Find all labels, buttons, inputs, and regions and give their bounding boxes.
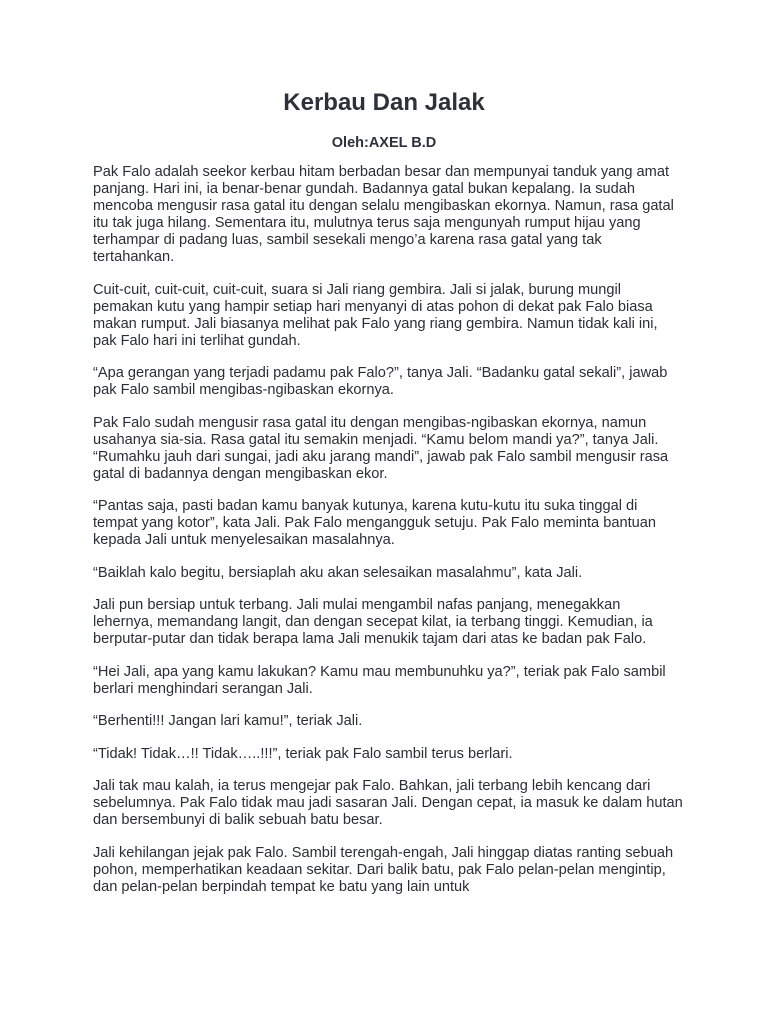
paragraph: “Apa gerangan yang terjadi padamu pak Falo?”, tanya Jali. “Badanku gatal sekali”, jawab pak Falo sambil mengibas-ngibaskan ekornya. xyxy=(93,365,668,398)
paragraph: “Baiklah kalo begitu, bersiaplah aku akan selesaikan masalahmu”, kata Jali. xyxy=(93,564,583,581)
document-author: Oleh:AXEL B.D xyxy=(331,135,437,151)
paragraph: “Pantas saja, pasti badan kamu banyak kutunya, karena kutu-kutu itu suka tinggal di tempat yang kotor”, kata Jali. Pak Falo mengangguk setuju. Pak Falo meminta bantuan kepada Jali untuk menyelesaikan masalahnya. xyxy=(93,498,656,548)
document-title: Kerbau Dan Jalak xyxy=(283,89,485,116)
paragraph: Pak Falo sudah mengusir rasa gatal itu dengan mengibas-ngibaskan ekornya, namun usahanya sia-sia. Rasa gatal itu semakin menjadi. “Kamu belom mandi ya?”, tanya Jali. “Rumahku jauh dari sungai, jadi aku jarang mandi”, jawab pak Falo sambil mengusir rasa gatal di badannya dengan mengibaskan ekor. xyxy=(93,414,669,482)
paragraph: “Tidak! Tidak…!! Tidak…..!!!”, teriak pak Falo sambil terus berlari. xyxy=(93,745,513,762)
paragraph: Jali kehilangan jejak pak Falo. Sambil terengah-engah, Jali hinggap diatas ranting sebuah pohon, memperhatikan keadaan sekitar. Dari balik batu, pak Falo pelan-pelan mengintip, dan pelan-pelan berpindah tempat ke batu yang lain untuk xyxy=(93,844,674,895)
paragraph: “Berhenti!!! Jangan lari kamu!”, teriak Jali. xyxy=(93,713,363,729)
paragraph: Cuit-cuit, cuit-cuit, cuit-cuit, suara si Jali riang gembira. Jali si jalak, burung mungil pemakan kutu yang hampir setiap hari menyanyi di atas pohon di dekat pak Falo biasa makan rumput. Jali biasanya melihat pak Falo yang riang gembira. Namun tidak kali ini, pak Falo hari ini terlihat gundah. xyxy=(93,281,658,349)
document-body xyxy=(93,164,683,911)
paragraph: “Hei Jali, apa yang kamu lakukan? Kamu mau membunuhku ya?”, teriak pak Falo sambil berlari menghindari serangan Jali. xyxy=(93,663,666,697)
paragraph: Jali tak mau kalah, ia terus mengejar pak Falo. Bahkan, jali terbang lebih kencang dari sebelumnya. Pak Falo tidak mau jadi sasaran Jali. Dengan cepat, ia masuk ke dalam hutan dan bersembunyi di balik sebuah batu besar. xyxy=(93,778,683,828)
paragraph: Jali pun bersiap untuk terbang. Jali mulai mengambil nafas panjang, menegakkan lehernya, memandang langit, dan dengan secepat kilat, ia terbang tinggi. Kemudian, ia berputar-putar dan tidak berapa lama Jali menukik tajam dari atas ke badan pak Falo. xyxy=(93,597,653,647)
paragraph: Pak Falo adalah seekor kerbau hitam berbadan besar dan mempunyai tanduk yang amat panjang. Hari ini, ia benar-benar gundah. Badannya gatal bukan kepalang. Ia sudah mencoba mengusir rasa gatal itu dengan selalu mengibaskan ekornya. Namun, rasa gatal itu tak juga hilang. Sementara itu, mulutnya terus saja mengunyah rumput hijau yang terhampar di padang luas, sambil sesekali mengo’a karena rasa gatal yang tak tertahankan. xyxy=(93,164,674,265)
